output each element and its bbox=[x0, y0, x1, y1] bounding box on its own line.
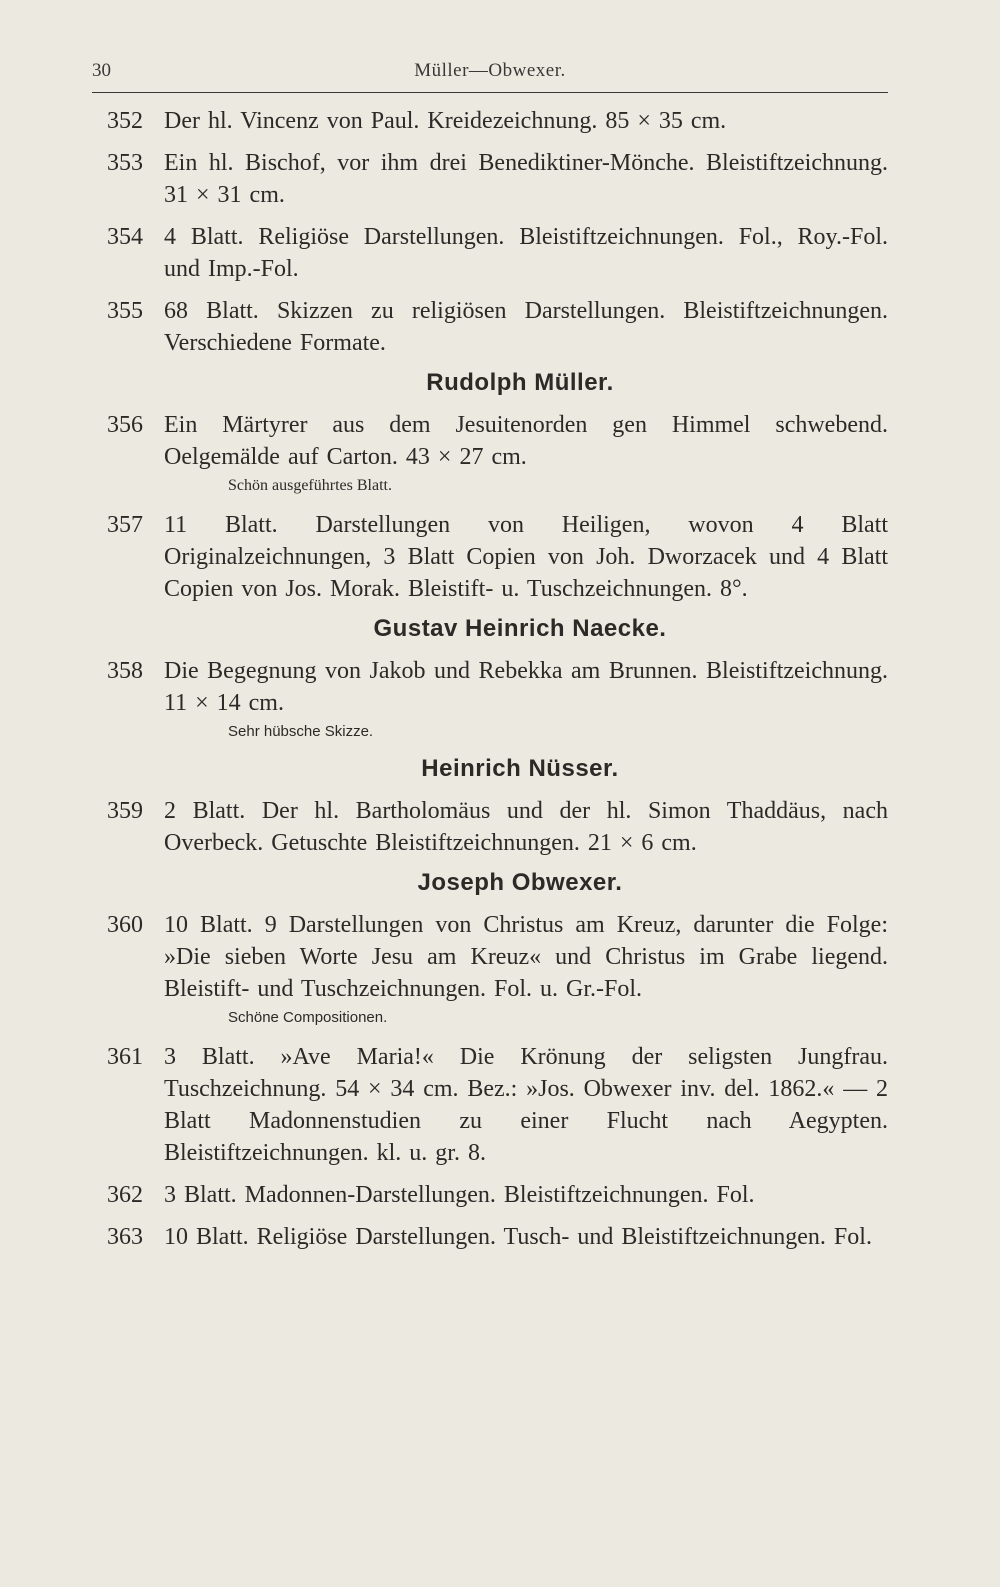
catalog-entry-359 bbox=[92, 795, 888, 859]
entry-number: 356 bbox=[107, 412, 143, 438]
entry-text: Ein hl. Bischof, vor ihm drei Benediktiner-Mönche. Bleistiftzeichnung. 31 × 31 cm. bbox=[164, 150, 888, 208]
entry-note: Schön ausgeführtes Blatt. bbox=[228, 477, 392, 494]
catalog-entry-352 bbox=[92, 105, 888, 137]
entry-text: 2 Blatt. Der hl. Bartholomäus und der hl. Simon Thaddäus, nach Overbeck. Getuschte Bleistiftzeichnungen. 21 × 6 cm. bbox=[164, 798, 888, 856]
page-header bbox=[92, 60, 888, 93]
catalog-content bbox=[92, 105, 888, 1263]
artist-heading-rudolph-mueller: Rudolph Müller. bbox=[426, 369, 614, 396]
artist-heading-heinrich-nuesser: Heinrich Nüsser. bbox=[421, 755, 619, 782]
page-number: 30 bbox=[92, 60, 111, 81]
catalog-entry-357 bbox=[92, 509, 888, 605]
entry-number: 362 bbox=[107, 1182, 143, 1208]
running-title: Müller—Obwexer. bbox=[414, 60, 566, 81]
entry-number: 360 bbox=[107, 912, 143, 938]
entry-number: 353 bbox=[107, 150, 143, 176]
entry-text: Der hl. Vincenz von Paul. Kreidezeichnung. 85 × 35 cm. bbox=[164, 108, 727, 134]
entry-note: Schöne Compositionen. bbox=[228, 1009, 388, 1026]
catalog-entry-360 bbox=[92, 909, 888, 1031]
catalog-entry-358 bbox=[92, 655, 888, 745]
entry-number: 359 bbox=[107, 798, 143, 824]
entry-number: 352 bbox=[107, 108, 143, 134]
entry-number: 357 bbox=[107, 512, 143, 538]
artist-heading-joseph-obwexer: Joseph Obwexer. bbox=[417, 869, 623, 896]
entry-text: Die Begegnung von Jakob und Rebekka am Brunnen. Bleistiftzeichnung. 11 × 14 cm. bbox=[164, 658, 888, 716]
entry-number: 355 bbox=[107, 298, 143, 324]
artist-heading-gustav-naecke: Gustav Heinrich Naecke. bbox=[373, 615, 667, 642]
entry-number: 361 bbox=[107, 1044, 143, 1070]
entry-number: 363 bbox=[107, 1224, 143, 1250]
catalog-entry-356 bbox=[92, 409, 888, 499]
entry-text: 4 Blatt. Religiöse Darstellungen. Bleistiftzeichnungen. Fol., Roy.-Fol. und Imp.-Fol. bbox=[164, 224, 888, 282]
entry-number: 358 bbox=[107, 658, 143, 684]
entry-text: 3 Blatt. »Ave Maria!« Die Krönung der seligsten Jungfrau. Tuschzeichnung. 54 × 34 cm. Bez.: »Jos. Obwexer inv. del. 1862.« — 2 Blatt Madonnenstudien zu einer Flucht nach Aegypten. Bleistiftzeichnungen. kl. u. gr. 8. bbox=[164, 1044, 888, 1166]
catalog-entry-361 bbox=[92, 1041, 888, 1169]
entry-text: 3 Blatt. Madonnen-Darstellungen. Bleistiftzeichnungen. Fol. bbox=[164, 1182, 755, 1208]
entry-text: 68 Blatt. Skizzen zu religiösen Darstellungen. Bleistiftzeichnungen. Verschiedene Formate. bbox=[164, 298, 888, 356]
entry-text: Ein Märtyrer aus dem Jesuitenorden gen Himmel schwebend. Oelgemälde auf Carton. 43 × 27 cm. bbox=[164, 412, 888, 470]
catalog-entry-362 bbox=[92, 1179, 888, 1211]
entry-text: 10 Blatt. 9 Darstellungen von Christus am Kreuz, darunter die Folge: »Die sieben Worte Jesu am Kreuz« und Christus im Grabe liegend. Bleistift- und Tuschzeichnungen. Fol. u. Gr.-Fol. bbox=[164, 912, 888, 1002]
catalog-entry-353 bbox=[92, 147, 888, 211]
catalog-entry-354 bbox=[92, 221, 888, 285]
entry-text: 11 Blatt. Darstellungen von Heiligen, wovon 4 Blatt Originalzeichnungen, 3 Blatt Copien von Joh. Dworzacek und 4 Blatt Copien von Jos. Morak. Bleistift- u. Tuschzeichnungen. 8°. bbox=[164, 512, 888, 602]
catalog-entry-363 bbox=[92, 1221, 888, 1253]
entry-number: 354 bbox=[107, 224, 143, 250]
entry-note: Sehr hübsche Skizze. bbox=[228, 723, 374, 740]
entry-text: 10 Blatt. Religiöse Darstellungen. Tusch- und Bleistiftzeichnungen. Fol. bbox=[164, 1224, 872, 1250]
catalog-entry-355 bbox=[92, 295, 888, 359]
